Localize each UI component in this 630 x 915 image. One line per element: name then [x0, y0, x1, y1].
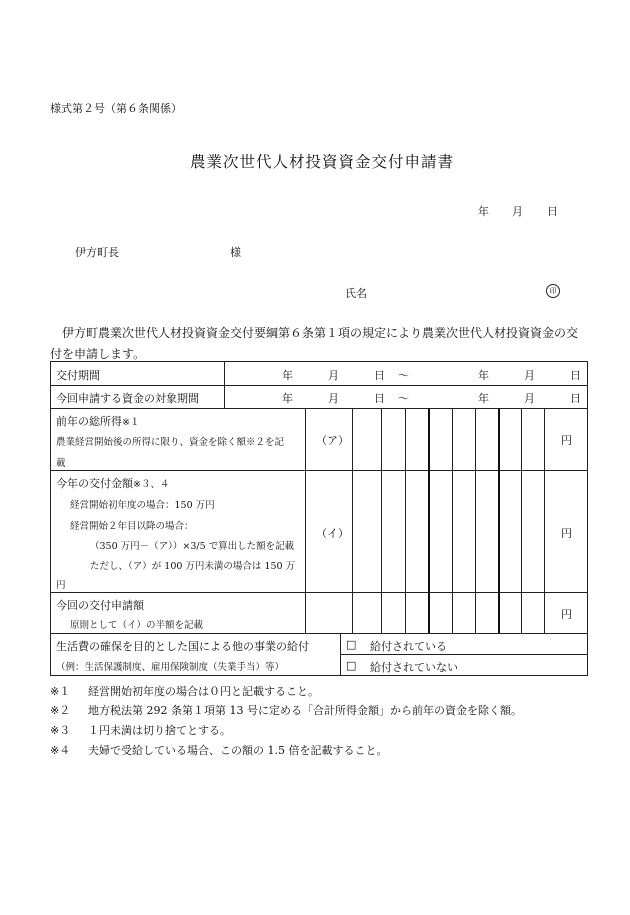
benefit-received-checkbox[interactable]: □	[346, 638, 357, 651]
target-end-year: 年	[478, 392, 489, 405]
this-request-desc: 原則として（イ）の半額を記載	[70, 620, 204, 631]
this-year-unit: 円	[561, 527, 572, 540]
target-start-day: 日	[374, 392, 385, 405]
note-1-text: 経営開始初年度の場合は０円と記載すること。	[88, 685, 319, 698]
applicant-name-label: 氏名	[345, 287, 367, 300]
benefit-received-label: 給付されている	[370, 640, 447, 653]
this-request-unit: 円	[561, 608, 572, 621]
target-end-day: 日	[570, 392, 581, 405]
note-1-mark: ※１	[50, 685, 71, 698]
prev-income-label: 前年の総所得※１	[56, 415, 140, 428]
target-start-year: 年	[282, 392, 293, 405]
this-year-code: （イ）	[316, 527, 349, 540]
form-number: 様式第２号（第６条関係）	[50, 102, 182, 115]
period-start-year: 年	[282, 369, 293, 382]
date-day: 日	[547, 205, 558, 218]
this-request-label: 今回の交付申請額	[56, 599, 144, 612]
note-3-mark: ※３	[50, 724, 71, 737]
benefit-not-received-checkbox[interactable]: □	[346, 659, 357, 672]
note-2-text: 地方税法第 292 条第１項第 13 号に定める「合計所得金額」から前年の資金を除く額。	[88, 704, 522, 717]
note-3-text: １円未満は切り捨てとする。	[88, 724, 231, 737]
page-title: 農業次世代人材投資資金交付申請書	[190, 153, 455, 171]
period-tilde: ～	[398, 369, 409, 382]
other-benefit-label: 生活費の確保を目的とした国による他の事業の給付	[56, 640, 309, 653]
seal-mark: 印	[546, 284, 560, 298]
target-tilde: ～	[398, 392, 409, 405]
target-period-label: 今回申請する資金の対象期間	[56, 392, 199, 405]
this-year-line-3: （350 万円－（ア））×3/5 で算出した額を記載	[90, 541, 295, 552]
prev-income-unit: 円	[561, 434, 572, 447]
this-year-line-2: 経営開始２年目以降の場合：	[70, 521, 194, 532]
prev-income-desc-1: 農業経営開始後の所得に限り、資金を除く額※２を記	[56, 437, 285, 448]
other-benefit-desc: （例：生活保護制度、雇用保険制度（失業手当）等）	[56, 662, 285, 673]
date-month: 月	[512, 205, 523, 218]
this-year-line-5: 円	[56, 580, 66, 591]
period-end-day: 日	[570, 369, 581, 382]
target-start-month: 月	[328, 392, 339, 405]
note-2-mark: ※２	[50, 704, 71, 717]
addressee-name: 伊方町長	[75, 246, 119, 259]
period-end-year: 年	[478, 369, 489, 382]
note-4-text: 夫婦で受給している場合、この額の 1.5 倍を記載すること。	[88, 744, 388, 757]
note-4-mark: ※４	[50, 744, 71, 757]
date-year: 年	[478, 205, 489, 218]
intro-line-1: 伊方町農業次世代人材投資資金交付要綱第６条第１項の規定により農業次世代人材投資資金の交	[62, 326, 579, 340]
addressee-honorific: 様	[230, 246, 241, 259]
benefit-not-received-label: 給付されていない	[370, 661, 458, 674]
this-year-line-4: ただし、（ア）が 100 万円未満の場合は 150 万	[90, 561, 296, 572]
period-start-day: 日	[374, 369, 385, 382]
this-year-label: 今年の交付金額※３、４	[56, 477, 170, 490]
this-year-line-1: 経営開始初年度の場合：150 万円	[70, 500, 215, 511]
period-start-month: 月	[328, 369, 339, 382]
prev-income-desc-2: 載	[56, 458, 66, 469]
period-end-month: 月	[524, 369, 535, 382]
intro-line-2: 付を申請します。	[50, 347, 146, 361]
prev-income-code: （ア）	[316, 434, 349, 447]
target-end-month: 月	[524, 392, 535, 405]
period-label: 交付期間	[56, 369, 100, 382]
